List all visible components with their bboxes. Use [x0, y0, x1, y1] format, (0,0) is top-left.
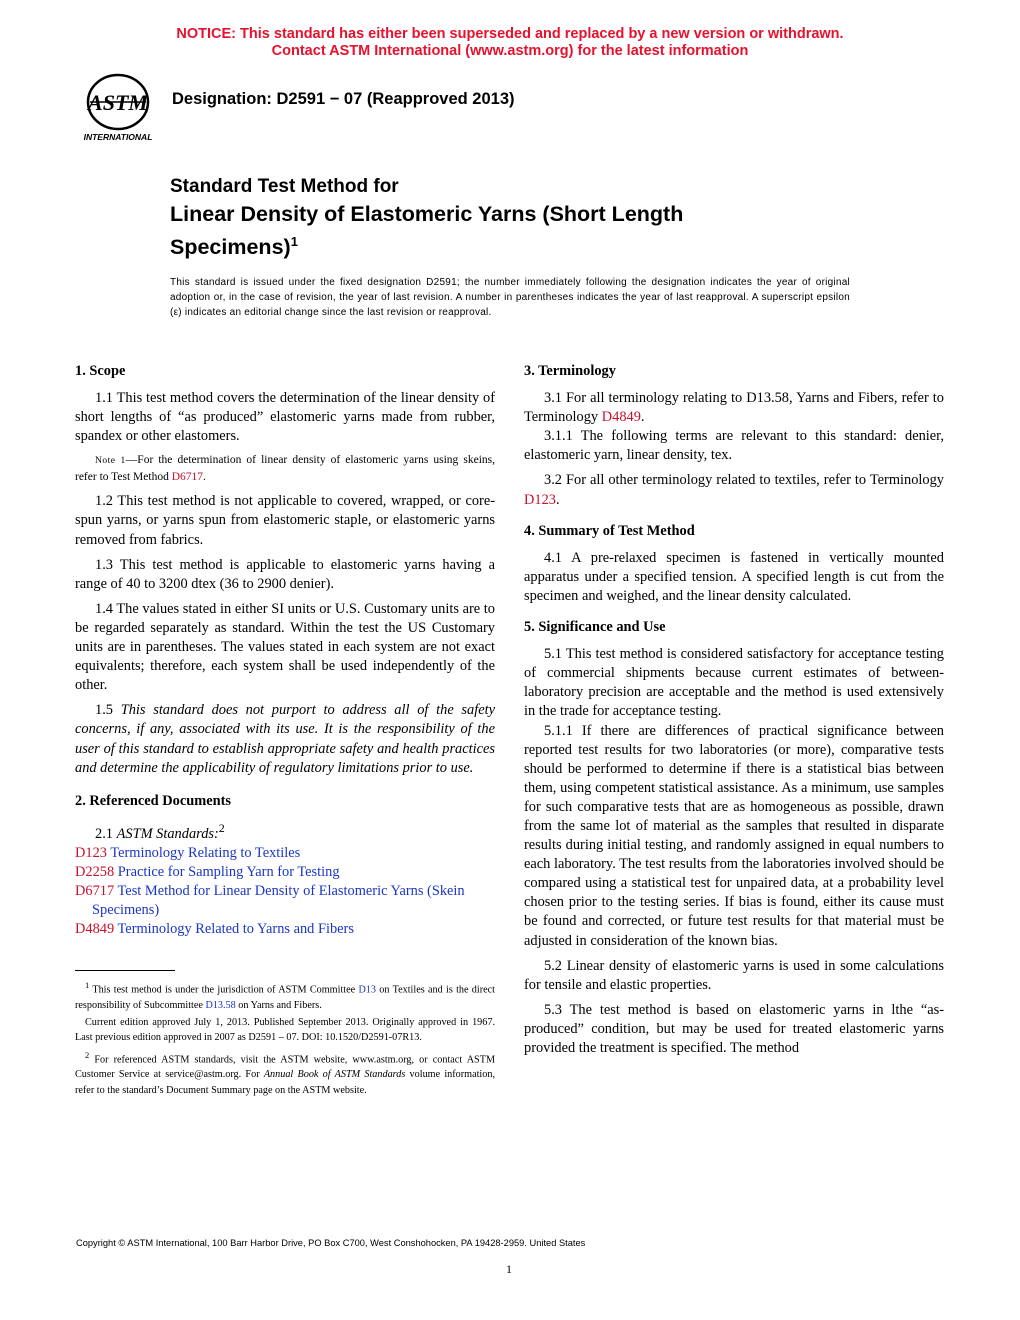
ref-code[interactable]: D123	[75, 844, 107, 861]
notice-line-1: NOTICE: This standard has either been superseded and replaced by a new version or withdrawn.	[176, 26, 844, 42]
ref-title[interactable]: Practice for Sampling Yarn for Testing	[114, 863, 340, 880]
footnote-divider	[75, 970, 175, 971]
para-2-1-text: ASTM Standards:	[116, 825, 219, 842]
note-1-end: .	[203, 471, 206, 484]
para-5-2: 5.2 Linear density of elastomeric yarns is used in some calculations for tensile and elastic properties.	[524, 957, 944, 993]
title-line-1: Standard Test Method for	[170, 176, 399, 197]
footnote-1-text-a: This test method is under the jurisdiction of ASTM Committee	[89, 984, 359, 996]
refdocs-heading: 2. Referenced Documents	[75, 792, 231, 809]
logo-subtext: INTERNATIONAL	[83, 132, 153, 142]
ref-code[interactable]: D2258	[75, 863, 115, 880]
para-3-1-text: 3.1 For all terminology relating to D13.58, Yarns and Fibers, refer to Terminology	[524, 390, 944, 426]
footnote-1-link-d1358[interactable]: D13.58	[205, 999, 236, 1011]
logo-letters: ASTM	[88, 90, 148, 115]
footnote-1	[75, 978, 495, 1013]
page-number: 1	[506, 1262, 512, 1276]
footnote-1-link-d13[interactable]: D13	[358, 984, 376, 996]
ref-title[interactable]: Test Method for Linear Density of Elastomeric Yarns (Skein Specimens)	[92, 882, 465, 918]
withdrawal-notice	[0, 26, 1020, 60]
note-1	[75, 452, 495, 485]
para-3-2-link[interactable]: D123	[524, 491, 556, 508]
ref-title[interactable]: Terminology Related to Yarns and Fibers	[114, 921, 354, 938]
title-line-3-text: Specimens)	[170, 235, 291, 260]
ref-item-d6717[interactable]	[75, 882, 495, 920]
para-1-4: 1.4 The values stated in either SI units or U.S. Customary units are to be regarded separately as standard. Within the test the US Customary units are in parentheses. The values stated in each system are not exact equivalents; therefore, each system shall be used independently of the other.	[75, 600, 495, 694]
scope-heading: 1. Scope	[75, 363, 126, 379]
para-1-2: 1.2 This test method is not applicable to covered, wrapped, or core-spun yarns, or yarns spun from elastomeric staple, or elastomeric yarns removed from fabrics.	[75, 493, 495, 548]
footnote-1-edition: Current edition approved July 1, 2013. Published September 2013. Originally approved in 1967. Last previous edition approved in 2007 as D2591 – 07. DOI: 10.1520/D2591-07R13.	[75, 1016, 495, 1044]
terminology-heading: 3. Terminology	[524, 363, 616, 379]
para-5-3: 5.3 The test method is based on elastomeric yarns in lthe “as-produced” condition, but may be used for treated elastomeric yarns provided the treatment is specified. The method	[524, 1001, 944, 1056]
title-line-2: Linear Density of Elastomeric Yarns (Short Length	[170, 202, 684, 226]
astm-logo	[74, 72, 160, 146]
title-line-3	[170, 228, 683, 261]
footnote-1-text-c: on Yarns and Fibers.	[235, 999, 322, 1011]
para-1-5	[75, 701, 495, 777]
ref-title[interactable]: Terminology Relating to Textiles	[106, 844, 301, 861]
footnotes	[75, 978, 495, 1100]
ref-item-d4849[interactable]	[75, 920, 495, 939]
copyright: Copyright © ASTM International, 100 Barr Harbor Drive, PO Box C700, West Conshohocken, PA 19428-2959. United States	[76, 1238, 586, 1248]
para-3-1-1: 3.1.1 The following terms are relevant to this standard: denier, elastomeric yarn, linear density, tex.	[524, 428, 944, 464]
left-column	[75, 362, 495, 939]
summary-heading: 4. Summary of Test Method	[524, 522, 695, 539]
footnote-1-text-b: on Textiles and is the direct responsibility of Subcommittee	[75, 984, 496, 1011]
notice-line-2: Contact ASTM International (www.astm.org) for the latest information	[271, 43, 749, 59]
para-3-2-text: 3.2 For all other terminology related to textiles, refer to Terminology	[544, 472, 944, 489]
issued-statement: This standard is issued under the fixed designation D2591; the number immediately following the designation indicates the year of original adoption or, in the case of revision, the year of last revision. A number in parentheses indicates the year of last reapproval. A superscript epsilon (ε) indicates an editorial change since the last revision or reapproval.	[170, 277, 850, 318]
footnote-1-mark: 1	[85, 980, 90, 990]
title-footnote-mark: 1	[290, 234, 298, 249]
right-column	[524, 362, 944, 1064]
ref-code[interactable]: D4849	[75, 921, 115, 938]
footnote-2-text-b: volume information, refer to the standard’s Document Summary page on the ASTM website.	[75, 1069, 495, 1096]
para-3-2-end: .	[555, 491, 560, 508]
note-1-link[interactable]: D6717	[171, 471, 204, 484]
para-3-2	[524, 471, 944, 509]
designation: Designation: D2591 − 07 (Reapproved 2013)	[172, 90, 515, 108]
para-2-1-num: 2.1	[95, 825, 117, 842]
para-2-1	[75, 819, 495, 844]
ref-item-d2258[interactable]	[75, 863, 495, 882]
para-3-1-end: .	[640, 409, 645, 426]
para-4-1: 4.1 A pre-relaxed specimen is fastened in vertically mounted apparatus under a specified tension. A specified length is cut from the specimen and weighed, and the linear density calculated.	[524, 549, 944, 604]
para-1-1: 1.1 This test method covers the determination of the linear density of short lengths of “as produced” elastomeric yarns made from rubber, spandex or other elastomers.	[75, 390, 495, 445]
ref-code[interactable]: D6717	[75, 882, 115, 899]
para-5-1-1: 5.1.1 If there are differences of practical significance between reported test results for two laboratories (or more), comparative tests should be performed to determine if there is a statistical bias between them, using competent statistical assistance. As a minimum, use samples for such comparative tests that are as homogeneous as possible, drawn from the same lot of material as the samples that resulted in disparate results during initial testing, and randomly assigned in equal numbers to each laboratory. The test results from the laboratories involved should be compared using a statistical test for unpaired data, at a probability level chosen prior to the testing series. If bias is found, either its cause must be found and corrected, or future test results for that material must be adjusted in consideration of the known bias.	[524, 722, 944, 949]
para-1-3: 1.3 This test method is applicable to elastomeric yarns having a range of 40 to 3200 dtex (36 to 2900 denier).	[75, 556, 495, 592]
para-1-5-text: This standard does not purport to address all of the safety concerns, if any, associated with its use. It is the responsibility of the user of this standard to establish appropriate safety and health practices and determine the applicability of regulatory limitations prior to use.	[75, 702, 495, 776]
para-1-5-num: 1.5	[95, 702, 121, 719]
footnote-2-mark: 2	[85, 1049, 90, 1060]
para-2-1-sup: 2	[218, 820, 225, 835]
ref-item-d123[interactable]	[75, 844, 495, 863]
note-1-text: —For the determination of linear density of elastomeric yarns using skeins, refer to Test Method	[75, 454, 495, 484]
significance-heading: 5. Significance and Use	[524, 619, 666, 636]
footnote-2	[75, 1048, 495, 1098]
para-3-1-link[interactable]: D4849	[601, 409, 641, 426]
para-3-1	[524, 389, 944, 427]
footnote-2-text-a: For referenced ASTM standards, visit the ASTM website, www.astm.org, or contact ASTM Customer Service at service@astm.org. For	[75, 1053, 495, 1081]
note-1-label: Note 1	[95, 456, 126, 467]
document-title	[170, 174, 683, 261]
footnote-2-italic: Annual Book of ASTM Standards	[263, 1069, 406, 1081]
para-5-1: 5.1 This test method is considered satisfactory for acceptance testing of commercial shipments because current estimates of between-laboratory precision are acceptable and the method is used extensively in the trade for acceptance testing.	[524, 646, 944, 720]
